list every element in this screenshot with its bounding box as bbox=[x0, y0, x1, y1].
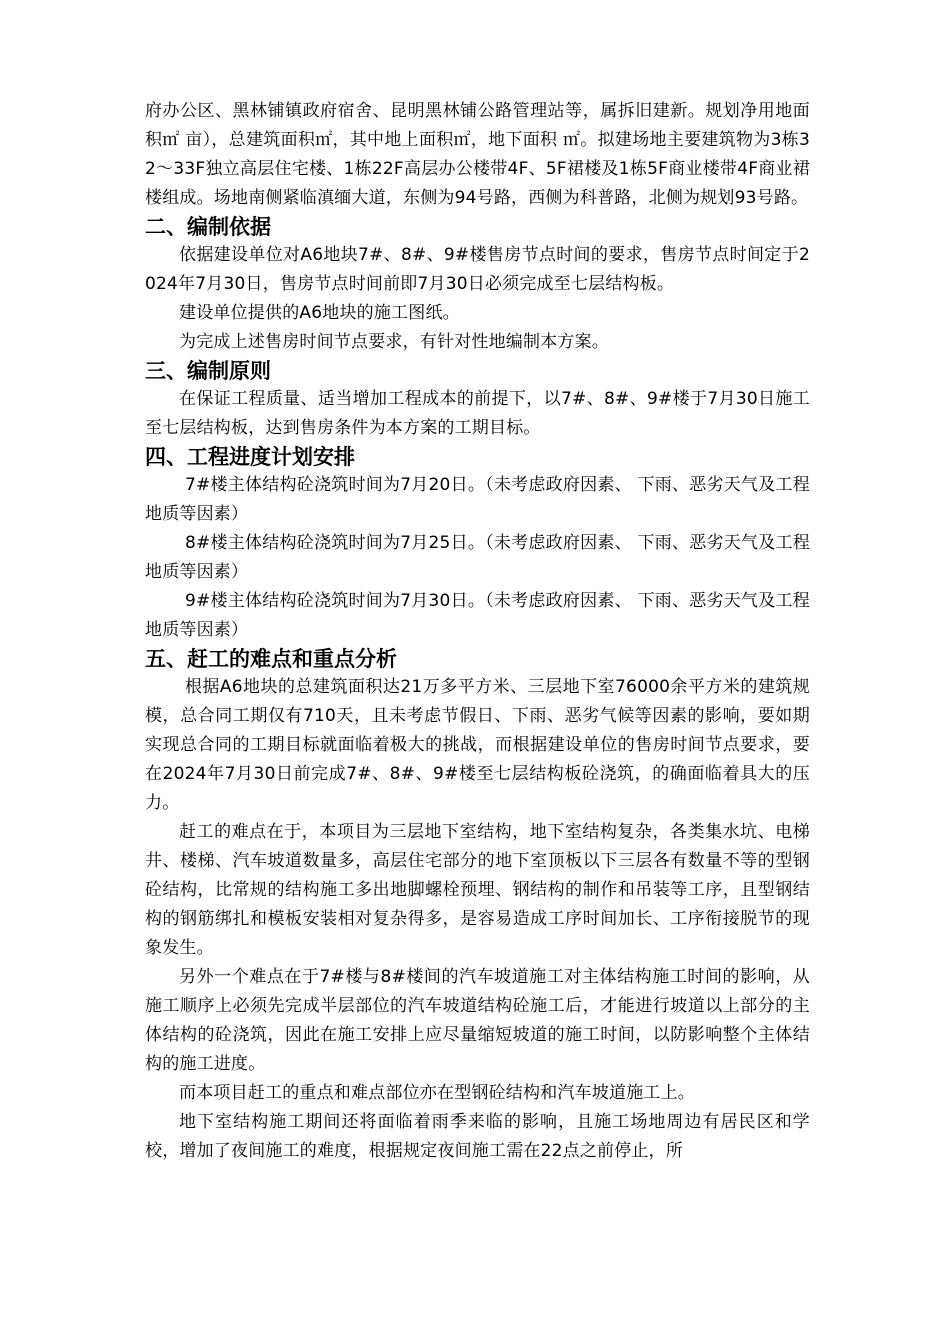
schedule-item-9: 9#楼主体结构砼浇筑时间为7月30日。（未考虑政府因素、 下雨、恶劣天气及工程地质等因素） bbox=[145, 591, 810, 640]
section-heading-principle: 三、编制原则 bbox=[145, 359, 271, 383]
basis-paragraph-3: 为完成上述售房时间节点要求，有针对性地编制本方案。 bbox=[179, 332, 609, 352]
analysis-paragraph-2: 赶工的难点在于，本项目为三层地下室结构，地下室结构复杂，各类集水坑、电梯井、楼梯、汽车坡道数量多，高层住宅部分的地下室顶板以下三层各有数量不等的型钢砼结构，比常规的结构施工多出地脚螺栓预埋、钢结构的制作和吊装等工序，且型钢结构的钢筋绑扎和模板安装相对复杂得多，是容易造成工序时间加长、工序衔接脱节的现象发生。 bbox=[145, 822, 810, 958]
basis-paragraph-2: 建设单位提供的A6地块的施工图纸。 bbox=[179, 303, 460, 323]
basis-paragraph-1: 依据建设单位对A6地块7#、8#、9#楼售房节点时间的要求，售房节点时间定于2024年7月30日，售房节点时间前即7月30日必须完成至七层结构板。 bbox=[145, 245, 810, 294]
section-heading-schedule: 四、工程进度计划安排 bbox=[145, 445, 355, 469]
schedule-item-8: 8#楼主体结构砼浇筑时间为7月25日。（未考虑政府因素、 下雨、恶劣天气及工程地质等因素） bbox=[145, 533, 810, 582]
analysis-paragraph-3: 另外一个难点在于7#楼与8#楼间的汽车坡道施工对主体结构施工时间的影响，从施工顺序上必须先完成半层部位的汽车坡道结构砼施工后，才能进行坡道以上部分的主体结构的砼浇筑，因此在施工安排上应尽量缩短坡道的施工时间，以防影响整个主体结构的施工进度。 bbox=[145, 967, 810, 1074]
section-heading-analysis: 五、赶工的难点和重点分析 bbox=[145, 647, 397, 671]
document-body bbox=[145, 97, 810, 1166]
intro-paragraph: 府办公区、黑林铺镇政府宿舍、昆明黑林铺公路管理站等，属拆旧建新。规划净用地面积㎡ 亩），总建筑面积㎡，其中地上面积㎡，地下面积 ㎡。拟建场地主要建筑物为3栋32～33F独立高层住宅楼、1栋22F高层办公楼带4F、5F裙楼及1栋5F商业楼带4F商业裙楼组成。场地南侧紧临滇缅大道，东侧为94号路，西侧为科普路，北侧为规划93号路。 bbox=[145, 101, 810, 208]
principle-paragraph-1: 在保证工程质量、适当增加工程成本的前提下，以7#、8#、9#楼于7月30日施工至七层结构板，达到售房条件为本方案的工期目标。 bbox=[145, 389, 810, 438]
analysis-paragraph-1: 根据A6地块的总建筑面积达21万多平方米、三层地下室76000余平方米的建筑规模，总合同工期仅有710天，且未考虑节假日、下雨、恶劣气候等因素的影响，要如期实现总合同的工期目标就面临着极大的挑战，而根据建设单位的售房时间节点要求，要在2024年7月30日前完成7#、8#、9#楼至七层结构板砼浇筑，的确面临着具大的压力。 bbox=[145, 677, 810, 813]
section-heading-basis: 二、编制依据 bbox=[145, 215, 271, 239]
analysis-paragraph-4: 而本项目赶工的重点和难点部位亦在型钢砼结构和汽车坡道施工上。 bbox=[179, 1083, 695, 1103]
schedule-item-7: 7#楼主体结构砼浇筑时间为7月20日。（未考虑政府因素、 下雨、恶劣天气及工程地质等因素） bbox=[145, 475, 810, 524]
analysis-paragraph-5: 地下室结构施工期间还将面临着雨季来临的影响，且施工场地周边有居民区和学校，增加了夜间施工的难度，根据规定夜间施工需在22点之前停止，所 bbox=[145, 1112, 810, 1161]
